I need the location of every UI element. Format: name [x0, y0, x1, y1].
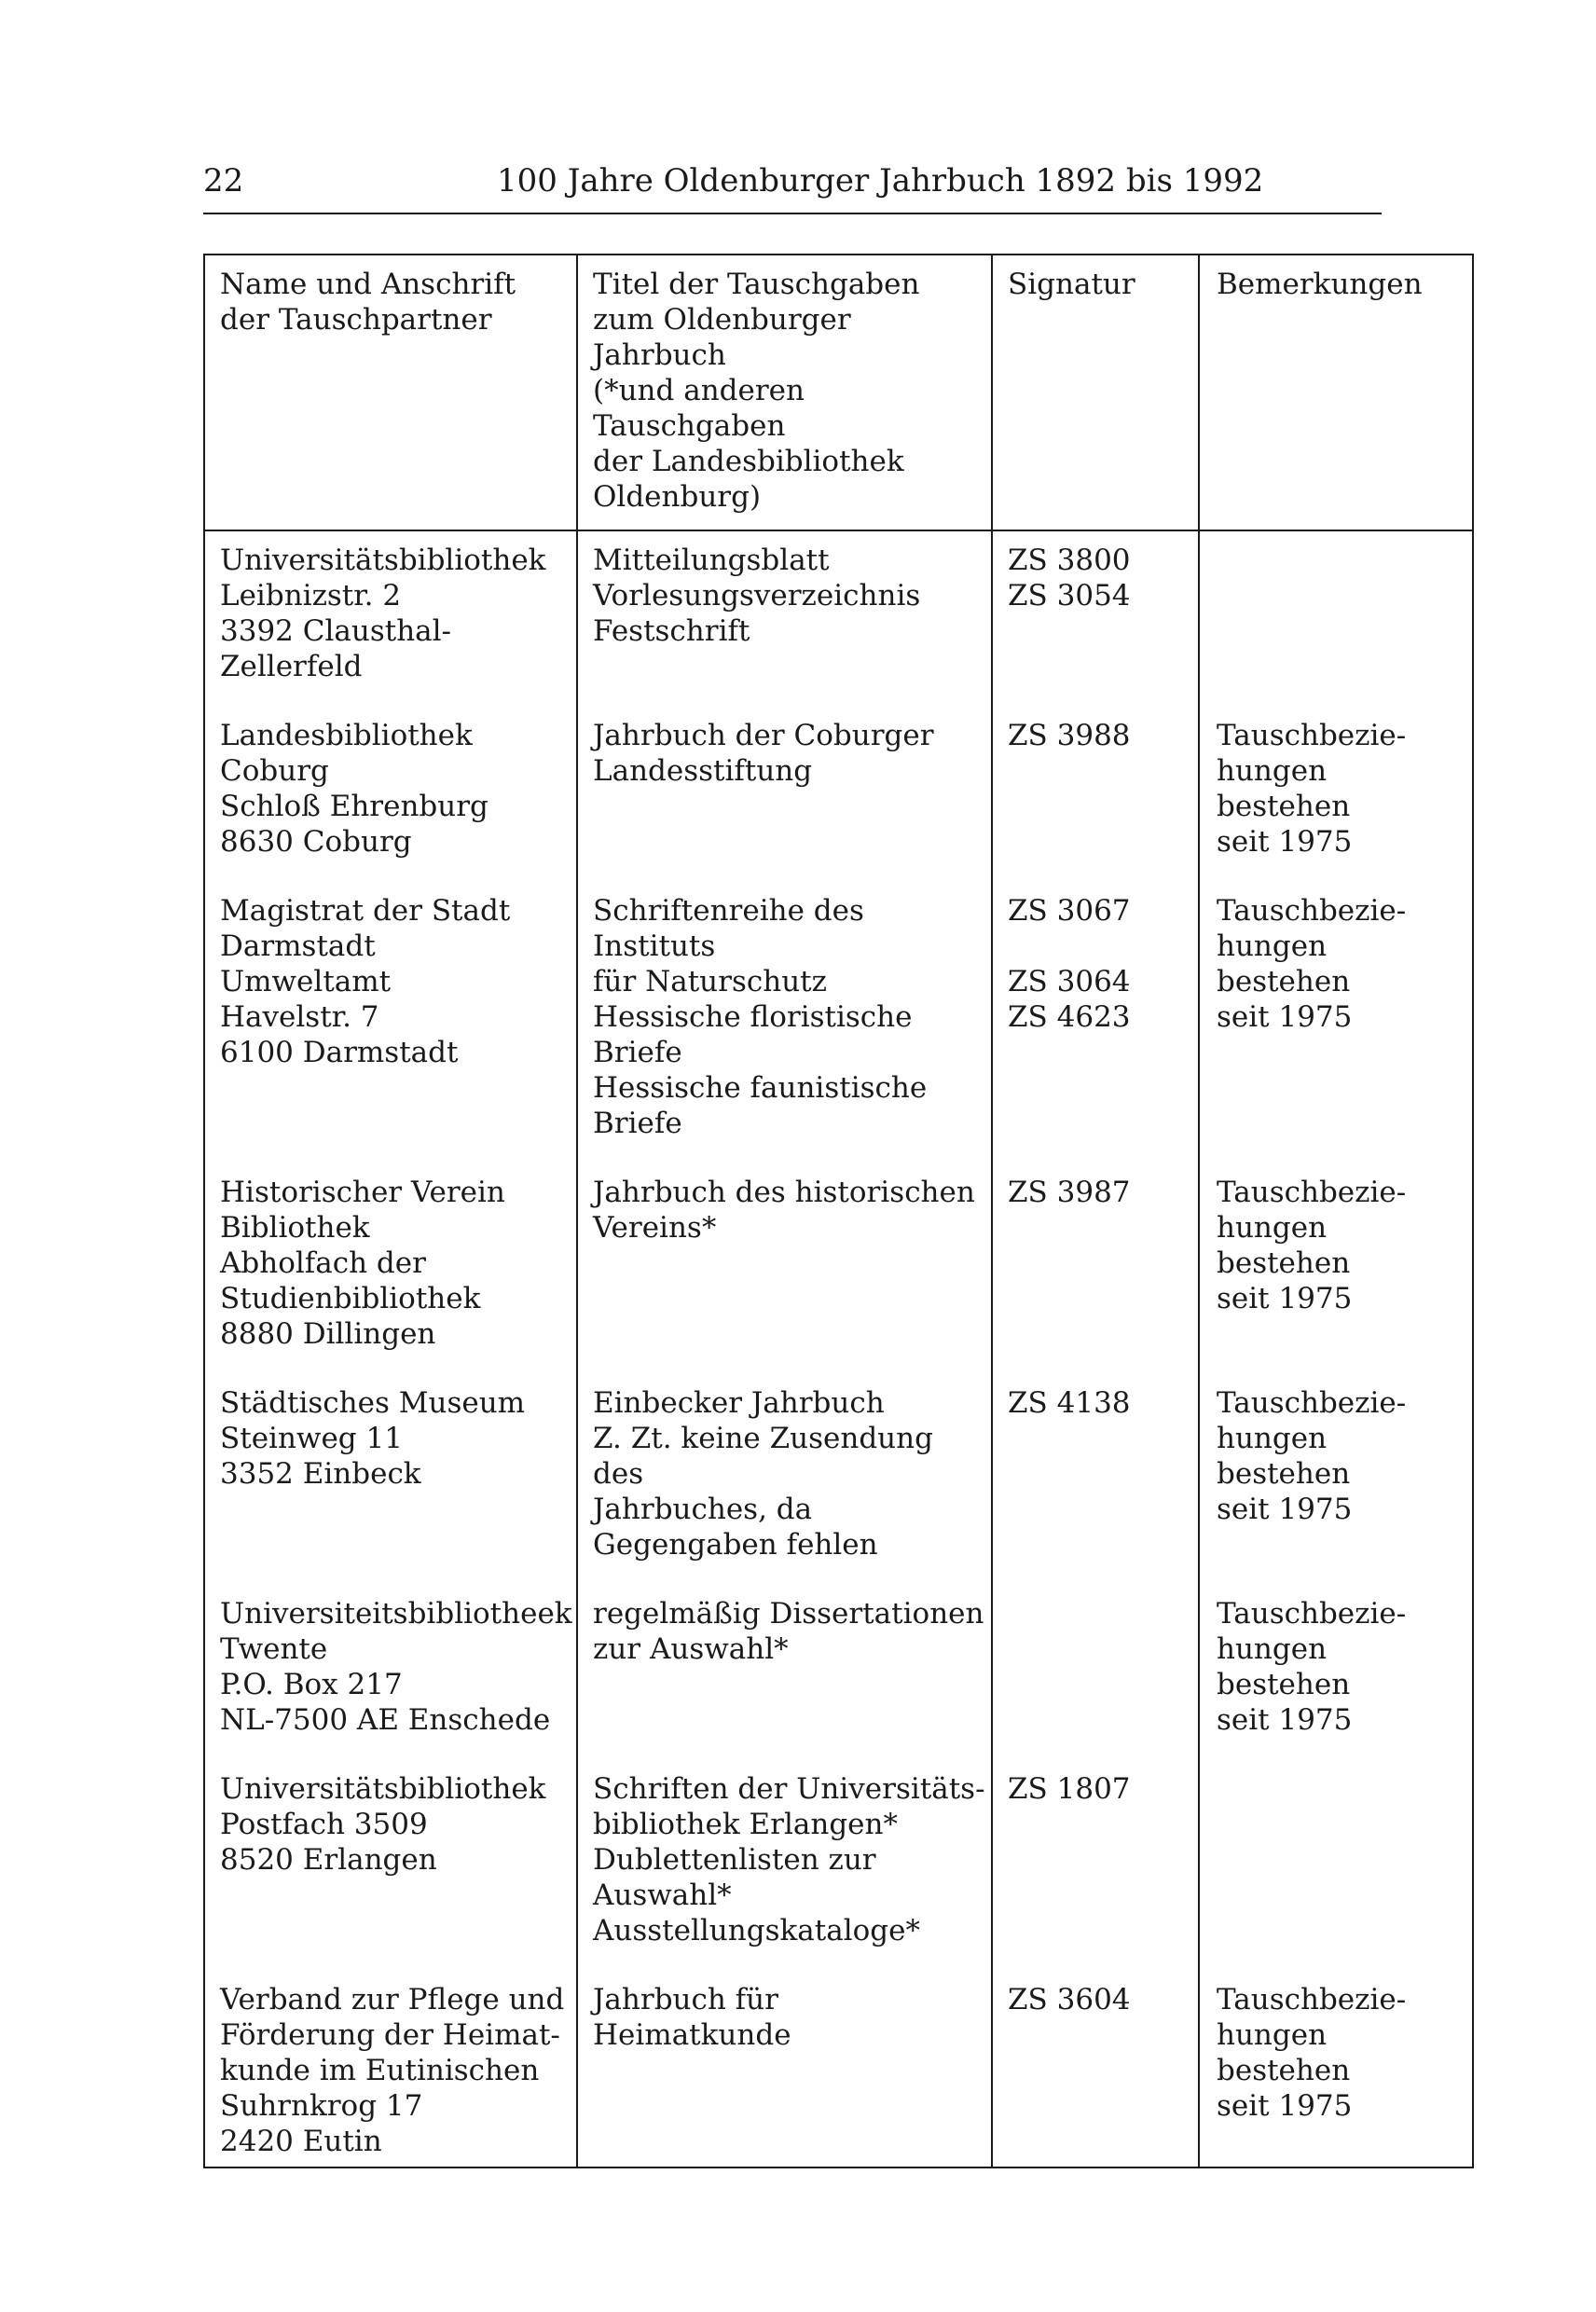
table-body: [204, 530, 1473, 2168]
page-number: 22: [203, 162, 244, 200]
header-signature: Signatur: [992, 255, 1199, 530]
cell-signature: ZS 3987: [992, 1175, 1199, 1385]
cell-titles: Schriftenreihe des Instituts für Naturschutz Hessische floristische Briefe Hessische faunistische Briefe: [577, 893, 992, 1175]
cell-signature: ZS 3988: [992, 718, 1199, 893]
cell-titles: Jahrbuch der Coburger Landesstiftung: [577, 718, 992, 893]
cell-partner: Universitätsbibliothek Postfach 3509 8520 Erlangen: [204, 1771, 577, 1982]
cell-signature: ZS 1807: [992, 1771, 1199, 1982]
cell-remarks: [1199, 1771, 1473, 1982]
table-header: [204, 255, 1473, 530]
cell-signature: ZS 3800 ZS 3054: [992, 530, 1199, 718]
table-row: [204, 530, 1473, 718]
table-row: [204, 1385, 1473, 1596]
cell-remarks: Tauschbezie- hungen bestehen seit 1975: [1199, 718, 1473, 893]
cell-titles: Jahrbuch des historischen Vereins*: [577, 1175, 992, 1385]
cell-partner: Verband zur Pflege und Förderung der Heimat- kunde im Eutinischen Suhrnkrog 17 2420 Eutin: [204, 1982, 577, 2168]
table-row: [204, 718, 1473, 893]
cell-partner: Universiteitsbibliotheek Twente P.O. Box 217 NL-7500 AE Enschede: [204, 1596, 577, 1771]
cell-signature: ZS 4138: [992, 1385, 1199, 1596]
cell-titles: Einbecker Jahrbuch Z. Zt. keine Zusendung des Jahrbuches, da Gegengaben fehlen: [577, 1385, 992, 1596]
table-row: [204, 1982, 1473, 2168]
cell-remarks: Tauschbezie- hungen bestehen seit 1975: [1199, 1596, 1473, 1771]
cell-partner: Magistrat der Stadt Darmstadt Umweltamt Havelstr. 7 6100 Darmstadt: [204, 893, 577, 1175]
cell-remarks: [1199, 530, 1473, 718]
running-title: 100 Jahre Oldenburger Jahrbuch 1892 bis 1992: [497, 162, 1264, 200]
cell-partner: Landesbibliothek Coburg Schloß Ehrenburg 8630 Coburg: [204, 718, 577, 893]
cell-signature: [992, 1596, 1199, 1771]
cell-titles: regelmäßig Dissertationen zur Auswahl*: [577, 1596, 992, 1771]
cell-remarks: Tauschbezie- hungen bestehen seit 1975: [1199, 893, 1473, 1175]
cell-signature: ZS 3067 ZS 3064 ZS 4623: [992, 893, 1199, 1175]
table-row: [204, 1596, 1473, 1771]
cell-signature: ZS 3604: [992, 1982, 1199, 2168]
header-row: [204, 255, 1473, 530]
header-partner: Name und Anschrift der Tauschpartner: [204, 255, 577, 530]
cell-titles: Jahrbuch für Heimatkunde: [577, 1982, 992, 2168]
header-rule: [203, 213, 1382, 214]
cell-partner: Historischer Verein Bibliothek Abholfach der Studienbibliothek 8880 Dillingen: [204, 1175, 577, 1385]
cell-partner: Städtisches Museum Steinweg 11 3352 Einbeck: [204, 1385, 577, 1596]
table-row: [204, 1175, 1473, 1385]
cell-remarks: Tauschbezie- hungen bestehen seit 1975: [1199, 1982, 1473, 2168]
exchange-partners-table: [203, 254, 1474, 2168]
cell-remarks: Tauschbezie- hungen bestehen seit 1975: [1199, 1385, 1473, 1596]
table-row: [204, 1771, 1473, 1982]
cell-titles: Schriften der Universitäts- bibliothek Erlangen* Dublettenlisten zur Auswahl* Ausstellungskataloge*: [577, 1771, 992, 1982]
header-titles: Titel der Tauschgaben zum Oldenburger Jahrbuch (*und anderen Tauschgaben der Landesbibliothek Oldenburg): [577, 255, 992, 530]
cell-titles: Mitteilungsblatt Vorlesungsverzeichnis Festschrift: [577, 530, 992, 718]
page-header: [203, 157, 1382, 209]
cell-remarks: Tauschbezie- hungen bestehen seit 1975: [1199, 1175, 1473, 1385]
table-row: [204, 893, 1473, 1175]
header-remarks: Bemerkungen: [1199, 255, 1473, 530]
cell-partner: Universitätsbibliothek Leibnizstr. 2 3392 Clausthal-Zellerfeld: [204, 530, 577, 718]
